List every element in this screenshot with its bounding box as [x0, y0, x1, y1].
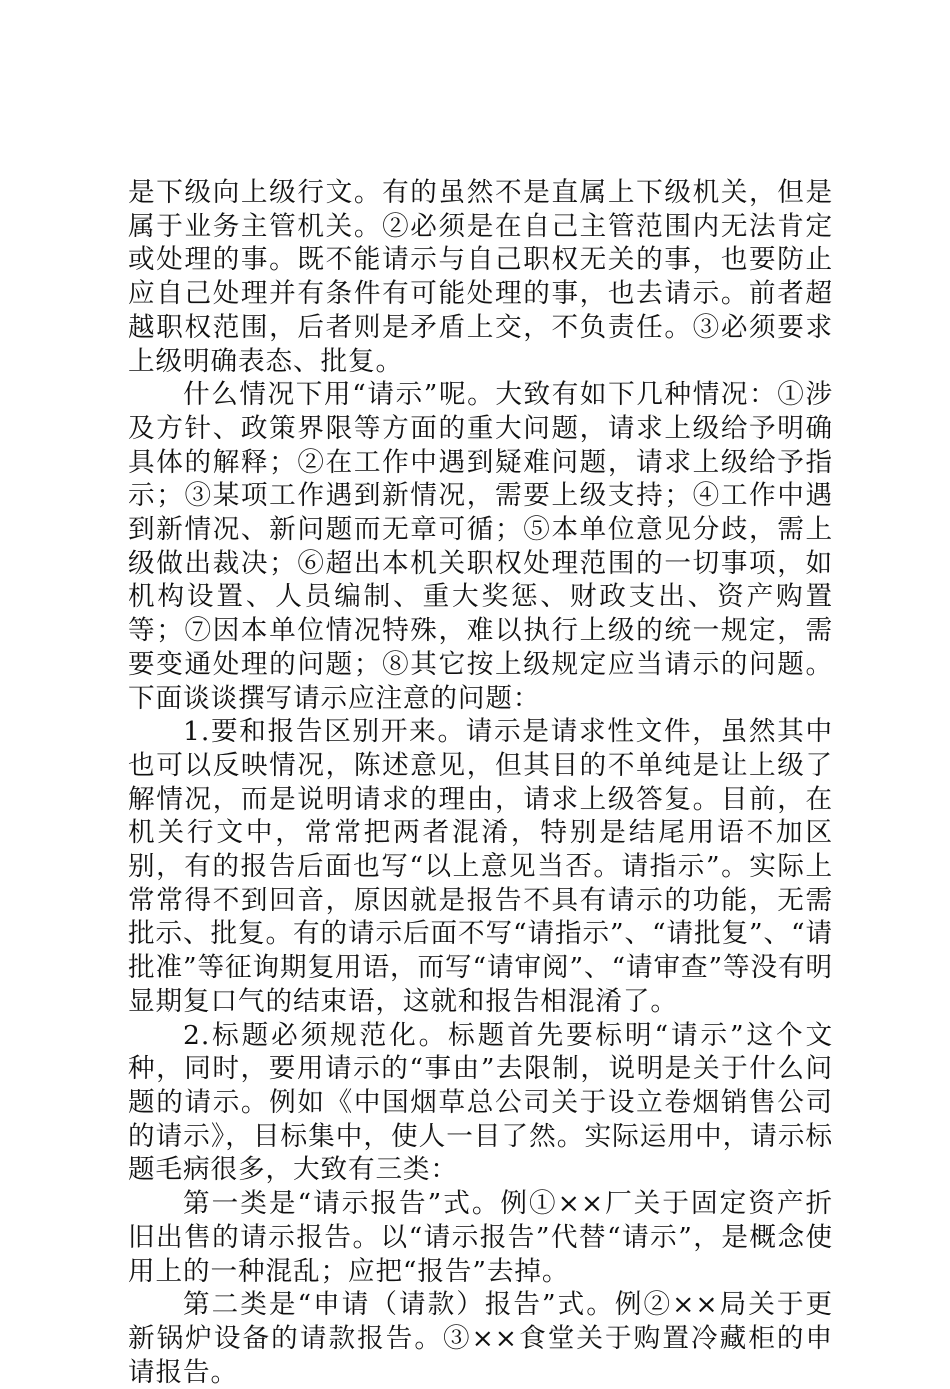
paragraph-category-2: 第二类是“申请（请款）报告”式。例②××局关于更新锅炉设备的请款报告。③××食堂关于购置冷藏柜的申请报告。	[128, 1289, 833, 1388]
document-body	[128, 176, 833, 1389]
paragraph-continuation: 是下级向上级行文。有的虽然不是直属上下级机关，但是属于业务主管机关。②必须是在自己主管范围内无法肯定或处理的事。既不能请示与自己职权无关的事，也要防止应自己处理并有条件有可能处理的事，也去请示。前者超越职权范围，后者则是矛盾上交，不负责任。③必须要求上级明确表态、批复。	[128, 177, 833, 377]
paragraph-point-1: 1.要和报告区别开来。请示是请求性文件，虽然其中也可以反映情况，陈述意见，但其目的不单纯是让上级了解情况，而是说明请求的理由，请求上级答复。目前，在机关行文中，常常把两者混淆，特别是结尾用语不加区别，有的报告后面也写“以上意见当否。请指示”。实际上常常得不到回音，原因就是报告不具有请示的功能，无需批示、批复。有的请示后面不写“请指示”、“请批复”、“请批准”等征询期复用语，而写“请审阅”、“请审查”等没有明显期复口气的结束语，这就和报告相混淆了。	[128, 716, 833, 1017]
paragraph-category-1: 第一类是“请示报告”式。例①××厂关于固定资产折旧出售的请示报告。以“请示报告”代替“请示”，是概念使用上的一种混乱；应把“报告”去掉。	[128, 1188, 833, 1287]
paragraph-point-2: 2.标题必须规范化。标题首先要标明“请示”这个文种，同时，要用请示的“事由”去限制，说明是关于什么问题的请示。例如《中国烟草总公司关于设立卷烟销售公司的请示》，目标集中，使人一目了然。实际运用中，请示标题毛病很多，大致有三类：	[128, 1019, 833, 1186]
paragraph-situations: 什么情况下用“请示”呢。大致有如下几种情况：①涉及方针、政策界限等方面的重大问题，请求上级给予明确具体的解释；②在工作中遇到疑难问题，请求上级给予指示；③某项工作遇到新情况，需要上级支持；④工作中遇到新情况、新问题而无章可循；⑤本单位意见分歧，需上级做出裁决；⑥超出本机关职权处理范围的一切事项，如机构设置、人员编制、重大奖惩、财政支出、资产购置等；⑦因本单位情况特殊，难以执行上级的统一规定，需要变通处理的问题；⑧其它按上级规定应当请示的问题。下面谈谈撰写请示应注意的问题：	[128, 379, 833, 714]
